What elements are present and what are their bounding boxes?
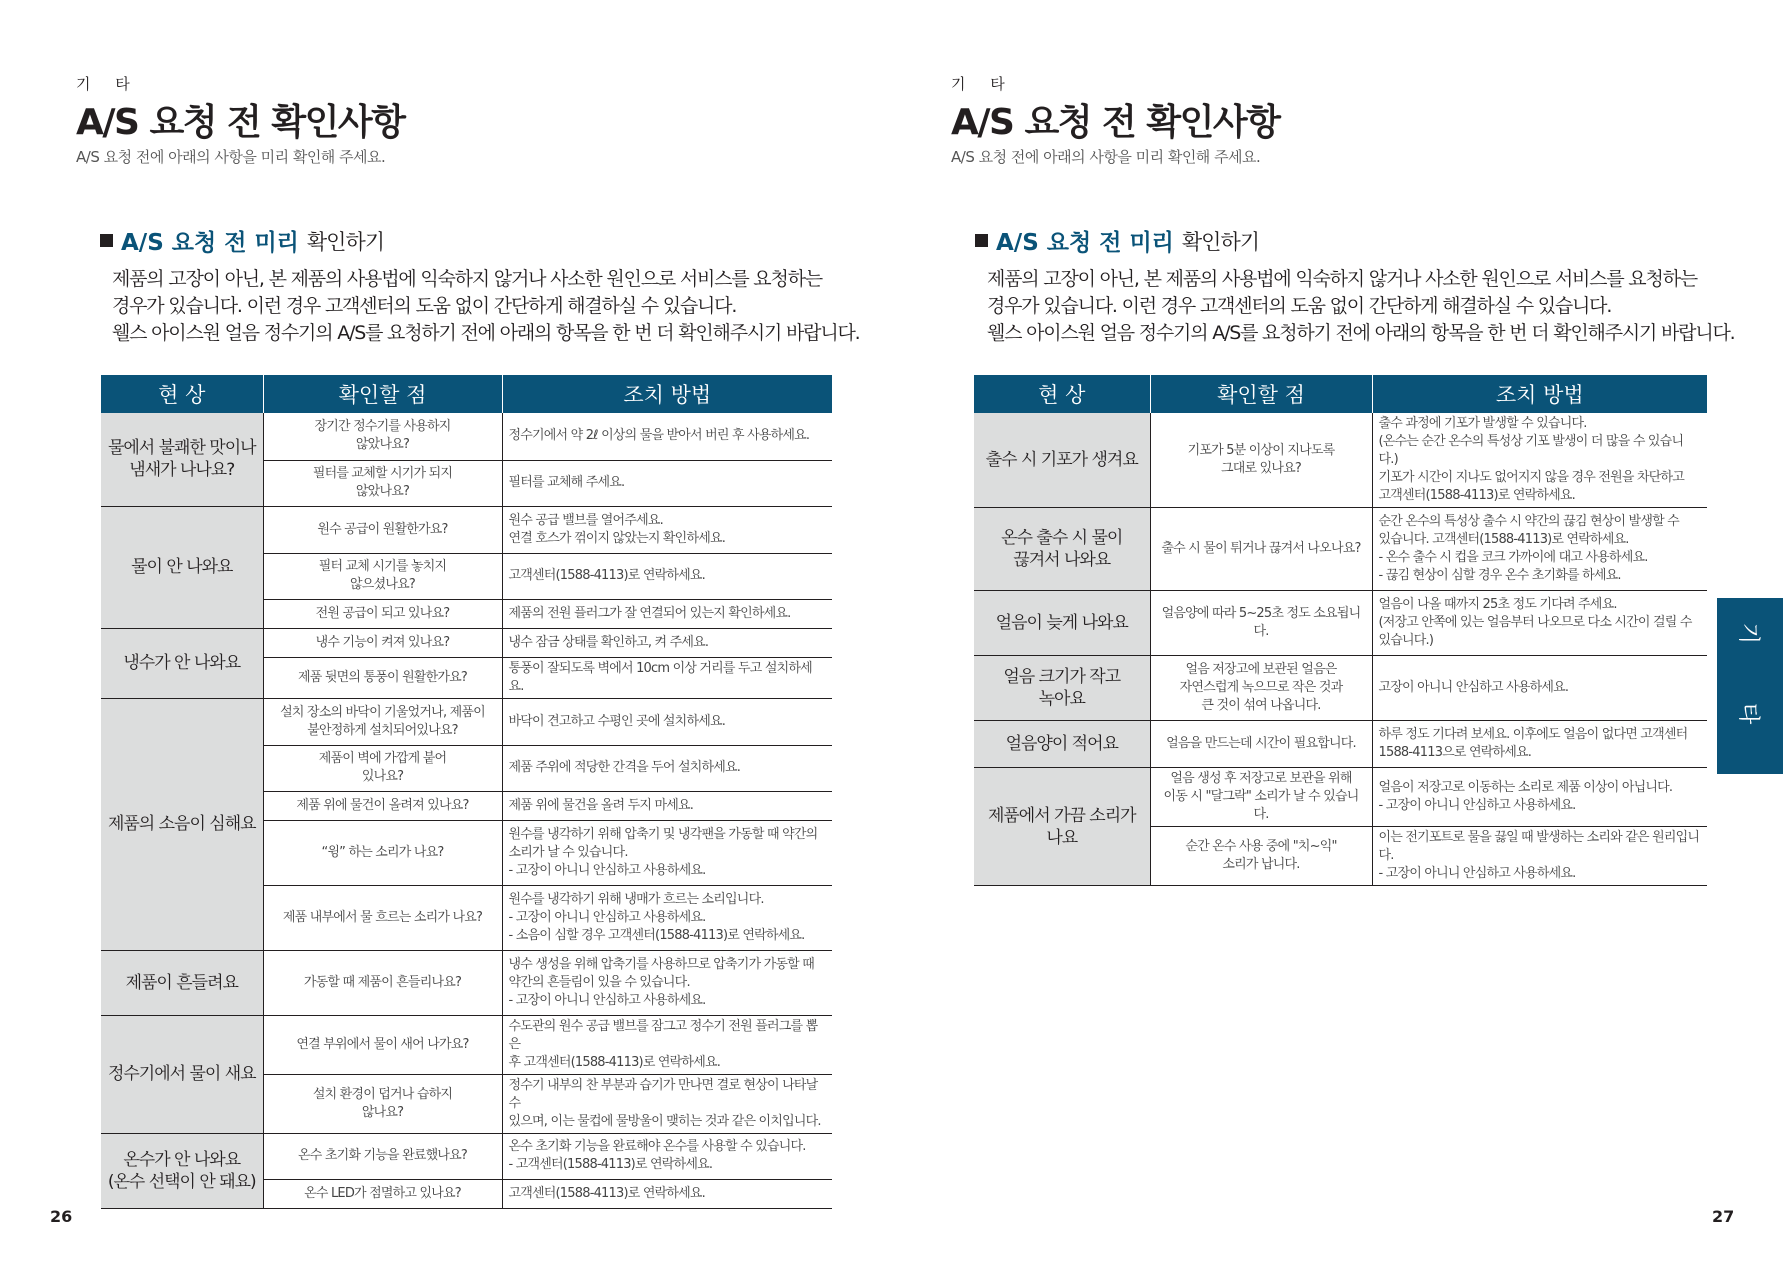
check-cell: 제품 위에 물건이 올려져 있나요? — [263, 791, 502, 820]
check-cell: 장기간 정수기를 사용하지 않았나요? — [263, 413, 502, 460]
phenomenon-cell: 온수 출수 시 물이 끊겨서 나와요 — [974, 508, 1150, 591]
action-cell: 원수를 냉각하기 위해 압축기 및 냉각팬을 가동할 때 약간의 소리가 날 수 있습니다. - 고장이 아니니 안심하고 사용하세요. — [502, 820, 832, 885]
table-row — [101, 950, 832, 1015]
action-cell: 얼음이 저장고로 이동하는 소리로 제품 이상이 아닙니다. - 고장이 아니니 안심하고 사용하세요. — [1372, 768, 1707, 827]
section-heading-normal: 확인하기 — [306, 229, 385, 254]
phenomenon-cell: 얼음이 늦게 나와요 — [974, 591, 1150, 656]
check-cell: 기포가 5분 이상이 지나도록 그대로 있나요? — [1150, 413, 1372, 508]
section-heading — [100, 224, 384, 257]
phenomenon-cell: 제품의 소음이 심해요 — [101, 698, 263, 950]
side-tab — [1717, 598, 1783, 774]
action-cell: 제품 주위에 적당한 간격을 두어 설치하세요. — [502, 745, 832, 791]
table-row — [101, 628, 832, 657]
action-cell: 수도관의 원수 공급 밸브를 잠그고 정수기 전원 플러그를 뽑은 후 고객센터(1588-4113)로 연락하세요. — [502, 1015, 832, 1074]
check-cell: 설치 환경이 덥거나 습하지 않나요? — [263, 1074, 502, 1133]
page-subtitle: A/S 요청 전에 아래의 사항을 미리 확인해 주세요. — [951, 148, 1261, 166]
action-cell: 고장이 아니니 안심하고 사용하세요. — [1372, 656, 1707, 721]
category-label: 기 타 — [76, 75, 140, 93]
action-cell: 정수기 내부의 찬 부분과 습기가 만나면 결로 현상이 나타날 수 있으며, 이는 물컵에 물방울이 맺히는 것과 같은 이치입니다. — [502, 1074, 832, 1133]
table-row — [974, 591, 1707, 656]
check-cell: 제품 뒷면의 통풍이 원활한가요? — [263, 657, 502, 698]
page-number: 27 — [1712, 1207, 1735, 1226]
intro-line: 제품의 고장이 아닌, 본 제품의 사용법에 익숙하지 않거나 사소한 원인으로 서비스를 요청하는 — [987, 268, 1697, 290]
section-heading-strong: A/S 요청 전 미리 — [121, 230, 299, 256]
header-check: 확인할 점 — [263, 375, 502, 413]
left-page — [0, 0, 891, 1275]
phenomenon-cell: 정수기에서 물이 새요 — [101, 1015, 263, 1133]
action-cell: 고객센터(1588-4113)로 연락하세요. — [502, 553, 832, 599]
as-check-table — [101, 375, 832, 1209]
check-cell: 온수 초기화 기능을 완료했나요? — [263, 1133, 502, 1179]
phenomenon-cell: 물에서 불쾌한 맛이나 냄새가 나나요? — [101, 413, 263, 506]
intro-line: 경우가 있습니다. 이런 경우 고객센터의 도움 없이 간단하게 해결하실 수 있습니다. — [987, 295, 1612, 317]
phenomenon-cell: 냉수가 안 나와요 — [101, 628, 263, 698]
action-cell: 제품의 전원 플러그가 잘 연결되어 있는지 확인하세요. — [502, 599, 832, 628]
section-heading — [975, 224, 1259, 257]
action-cell: 출수 과정에 기포가 발생할 수 있습니다. (온수는 순간 온수의 특성상 기포 발생이 더 많을 수 있습니다.) 기포가 시간이 지나도 없어지지 않을 경우 전원을 차단하고 고객센터(1588-4113)로 연락하세요. — [1372, 413, 1707, 508]
check-cell: 설치 장소의 바닥이 기울었거나, 제품이 불안정하게 설치되어있나요? — [263, 698, 502, 745]
phenomenon-cell: 얼음 크기가 작고 녹아요 — [974, 656, 1150, 721]
header-phenomenon: 현 상 — [974, 375, 1150, 413]
check-cell: 연결 부위에서 물이 새어 나가요? — [263, 1015, 502, 1074]
table-row — [101, 1015, 832, 1074]
check-cell: 가동할 때 제품이 흔들리나요? — [263, 950, 502, 1015]
header-check: 확인할 점 — [1150, 375, 1372, 413]
check-cell: 얼음양에 따라 5~25초 정도 소요됩니다. — [1150, 591, 1372, 656]
table-header-row — [974, 375, 1707, 413]
page-number: 26 — [50, 1207, 73, 1226]
phenomenon-cell: 출수 시 기포가 생겨요 — [974, 413, 1150, 508]
phenomenon-cell: 얼음양이 적어요 — [974, 721, 1150, 768]
check-cell: 얼음을 만드는데 시간이 필요합니다. — [1150, 721, 1372, 768]
table-row — [974, 656, 1707, 721]
check-cell: 필터를 교체할 시기가 되지 않았나요? — [263, 460, 502, 506]
table-row — [101, 413, 832, 460]
phenomenon-cell: 온수가 안 나와요 (온수 선택이 안 돼요) — [101, 1133, 263, 1208]
action-cell: 정수기에서 약 2ℓ 이상의 물을 받아서 버린 후 사용하세요. — [502, 413, 832, 460]
page-title: A/S 요청 전 확인사항 — [76, 102, 405, 143]
action-cell: 제품 위에 물건을 올려 두지 마세요. — [502, 791, 832, 820]
action-cell: 온수 초기화 기능을 완료해야 온수를 사용할 수 있습니다. - 고객센터(1588-4113)로 연락하세요. — [502, 1133, 832, 1179]
table-row — [101, 1133, 832, 1179]
page-title: A/S 요청 전 확인사항 — [951, 102, 1280, 143]
check-cell: 냉수 기능이 켜져 있나요? — [263, 628, 502, 657]
check-cell: 순간 온수 사용 중에 "치~익" 소리가 납니다. — [1150, 827, 1372, 886]
action-cell: 냉수 생성을 위해 압축기를 사용하므로 압축기가 가동할 때 약간의 흔들림이 있을 수 있습니다. - 고장이 아니니 안심하고 사용하세요. — [502, 950, 832, 1015]
header-action: 조치 방법 — [1372, 375, 1707, 413]
intro-line: 웰스 아이스원 얼음 정수기의 A/S를 요청하기 전에 아래의 항목을 한 번 더 확인해주시기 바랍니다. — [987, 322, 1735, 344]
check-cell: 출수 시 물이 튀거나 끊겨서 나오나요? — [1150, 508, 1372, 591]
check-cell: 제품이 벽에 가깝게 붙어 있나요? — [263, 745, 502, 791]
as-check-table — [974, 375, 1707, 886]
section-heading-strong: A/S 요청 전 미리 — [996, 230, 1174, 256]
phenomenon-cell: 물이 안 나와요 — [101, 506, 263, 628]
check-cell: 얼음 저장고에 보관된 얼음은 자연스럽게 녹으므로 작은 것과 큰 것이 섞여 나옵니다. — [1150, 656, 1372, 721]
square-bullet-icon — [975, 234, 988, 247]
check-cell: 원수 공급이 원활한가요? — [263, 506, 502, 553]
section-heading-normal: 확인하기 — [1181, 229, 1260, 254]
table-row — [974, 508, 1707, 591]
check-cell: 제품 내부에서 물 흐르는 소리가 나요? — [263, 885, 502, 950]
table-header-row — [101, 375, 832, 413]
intro-line: 제품의 고장이 아닌, 본 제품의 사용법에 익숙하지 않거나 사소한 원인으로 서비스를 요청하는 — [112, 268, 822, 290]
action-cell: 냉수 잠금 상태를 확인하고, 켜 주세요. — [502, 628, 832, 657]
right-page — [891, 0, 1782, 1275]
phenomenon-cell: 제품에서 가끔 소리가 나요 — [974, 768, 1150, 886]
phenomenon-cell: 제품이 흔들려요 — [101, 950, 263, 1015]
side-tab-label: 기 타 — [1735, 622, 1761, 750]
action-cell: 얼음이 나올 때까지 25초 정도 기다려 주세요. (저장고 안쪽에 있는 얼음부터 나오므로 다소 시간이 걸릴 수 있습니다.) — [1372, 591, 1707, 656]
check-cell: 필터 교체 시기를 놓치지 않으셨나요? — [263, 553, 502, 599]
action-cell: 원수 공급 밸브를 열어주세요. 연결 호스가 꺾이지 않았는지 확인하세요. — [502, 506, 832, 553]
intro-paragraph — [112, 266, 859, 347]
page-subtitle: A/S 요청 전에 아래의 사항을 미리 확인해 주세요. — [76, 148, 386, 166]
table-row — [974, 721, 1707, 768]
action-cell: 원수를 냉각하기 위해 냉매가 흐르는 소리입니다. - 고장이 아니니 안심하고 사용하세요. - 소음이 심할 경우 고객센터(1588-4113)로 연락하세요. — [502, 885, 832, 950]
action-cell: 이는 전기포트로 물을 끓일 때 발생하는 소리와 같은 원리입니다. - 고장이 아니니 안심하고 사용하세요. — [1372, 827, 1707, 886]
action-cell: 바닥이 견고하고 수평인 곳에 설치하세요. — [502, 698, 832, 745]
action-cell: 순간 온수의 특성상 출수 시 약간의 끊김 현상이 발생할 수 있습니다. 고객센터(1588-4113)로 연락하세요. - 온수 출수 시 컵을 코크 가까이에 대고 사용하세요. - 끊김 현상이 심할 경우 온수 초기화를 하세요. — [1372, 508, 1707, 591]
header-phenomenon: 현 상 — [101, 375, 263, 413]
table-row — [101, 698, 832, 745]
intro-paragraph — [987, 266, 1734, 347]
check-cell: “윙” 하는 소리가 나요? — [263, 820, 502, 885]
table-row — [974, 768, 1707, 827]
check-cell: 온수 LED가 점멸하고 있나요? — [263, 1179, 502, 1208]
action-cell: 고객센터(1588-4113)로 연락하세요. — [502, 1179, 832, 1208]
check-cell: 얼음 생성 후 저장고로 보관을 위해 이동 시 "달그락" 소리가 날 수 있습니다. — [1150, 768, 1372, 827]
check-cell: 전원 공급이 되고 있나요? — [263, 599, 502, 628]
intro-line: 경우가 있습니다. 이런 경우 고객센터의 도움 없이 간단하게 해결하실 수 있습니다. — [112, 295, 737, 317]
action-cell: 필터를 교체해 주세요. — [502, 460, 832, 506]
square-bullet-icon — [100, 234, 113, 247]
action-cell: 하루 정도 기다려 보세요. 이후에도 얼음이 없다면 고객센터 1588-4113으로 연락하세요. — [1372, 721, 1707, 768]
table-row — [101, 506, 832, 553]
action-cell: 통풍이 잘되도록 벽에서 10cm 이상 거리를 두고 설치하세요. — [502, 657, 832, 698]
header-action: 조치 방법 — [502, 375, 832, 413]
intro-line: 웰스 아이스원 얼음 정수기의 A/S를 요청하기 전에 아래의 항목을 한 번 더 확인해주시기 바랍니다. — [112, 322, 860, 344]
category-label: 기 타 — [951, 75, 1015, 93]
table-row — [974, 413, 1707, 508]
